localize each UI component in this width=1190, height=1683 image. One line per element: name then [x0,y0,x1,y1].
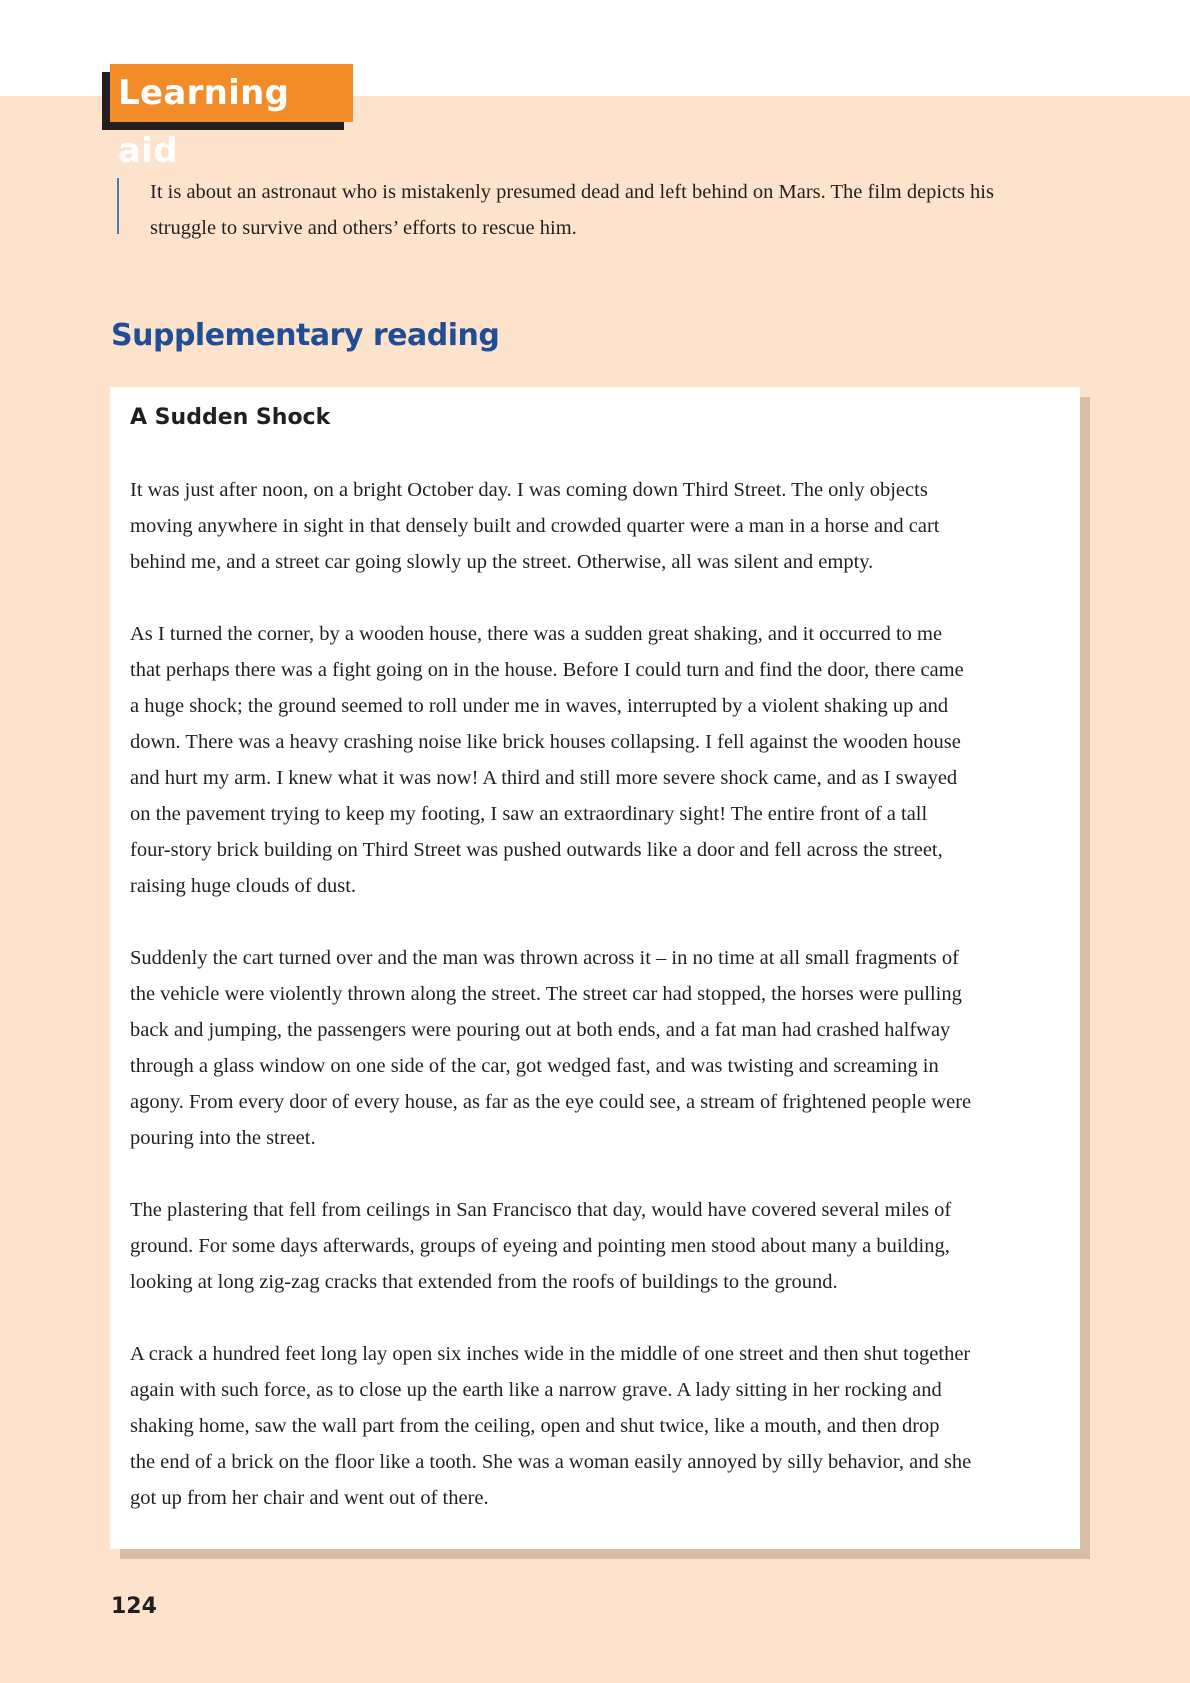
story-paragraph [130,940,1076,1156]
story-line: shaking home, saw the wall part from the ceiling, open and shut twice, like a mouth, and then drop [130,1415,940,1437]
story-paragraph [130,1336,1076,1516]
story-line: ground. For some days afterwards, groups of eyeing and pointing men stood about many a building, [130,1235,950,1257]
story-line: down. There was a heavy crashing noise like brick houses collapsing. I fell against the wooden house [130,731,961,753]
story-line: that perhaps there was a fight going on in the house. Before I could turn and find the door, there came [130,659,964,681]
story-line: behind me, and a street car going slowly up the street. Otherwise, all was silent and empty. [130,551,874,573]
story-body [130,472,1076,1552]
story-line: looking at long zig-zag cracks that extended from the roofs of buildings to the ground. [130,1271,838,1293]
story-line: moving anywhere in sight in that densely built and crowded quarter were a man in a horse and cart [130,515,940,537]
learning-aid-tag: Learning aid [110,64,353,122]
story-line: pouring into the street. [130,1127,316,1149]
story-title: A Sudden Shock [130,405,331,430]
story-line: got up from her chair and went out of there. [130,1487,489,1509]
story-line: on the pavement trying to keep my footing, I saw an extraordinary sight! The entire front of a tall [130,803,928,825]
story-line: again with such force, as to close up the earth like a narrow grave. A lady sitting in her rocking and [130,1379,942,1401]
story-line: agony. From every door of every house, as far as the eye could see, a stream of frightened people were [130,1091,972,1113]
story-line: back and jumping, the passengers were pouring out at both ends, and a fat man had crashed halfway [130,1019,951,1041]
story-line: It was just after noon, on a bright October day. I was coming down Third Street. The only objects [130,479,928,501]
story-paragraph [130,1192,1076,1300]
story-line: a huge shock; the ground seemed to roll under me in waves, interrupted by a violent shaking up and [130,695,949,717]
reading-box [110,387,1080,1549]
section-title: Supplementary reading [111,318,500,353]
page-number: 124 [111,1594,157,1619]
story-paragraph [130,472,1076,580]
story-line: the vehicle were violently thrown along the street. The street car had stopped, the horses were pulling [130,983,962,1005]
learning-aid-quote [150,174,1080,246]
story-line: the end of a brick on the floor like a tooth. She was a woman easily annoyed by silly behavior, and she [130,1451,972,1473]
story-paragraph [130,616,1076,904]
story-line: The plastering that fell from ceilings in San Francisco that day, would have covered several miles of [130,1199,952,1221]
story-line: As I turned the corner, by a wooden house, there was a sudden great shaking, and it occurred to me [130,623,943,645]
story-line: A crack a hundred feet long lay open six inches wide in the middle of one street and then shut together [130,1343,971,1365]
story-line: raising huge clouds of dust. [130,875,357,897]
quote-bar [117,178,119,234]
quote-line: It is about an astronaut who is mistakenly presumed dead and left behind on Mars. The film depicts his [150,181,994,203]
story-line: and hurt my arm. I knew what it was now! A third and still more severe shock came, and as I swayed [130,767,958,789]
quote-line: struggle to survive and others’ efforts to rescue him. [150,217,577,239]
story-line: Suddenly the cart turned over and the man was thrown across it – in no time at all small fragments of [130,947,959,969]
story-line: through a glass window on one side of the car, got wedged fast, and was twisting and screaming in [130,1055,939,1077]
story-line: four-story brick building on Third Street was pushed outwards like a door and fell across the street, [130,839,943,861]
